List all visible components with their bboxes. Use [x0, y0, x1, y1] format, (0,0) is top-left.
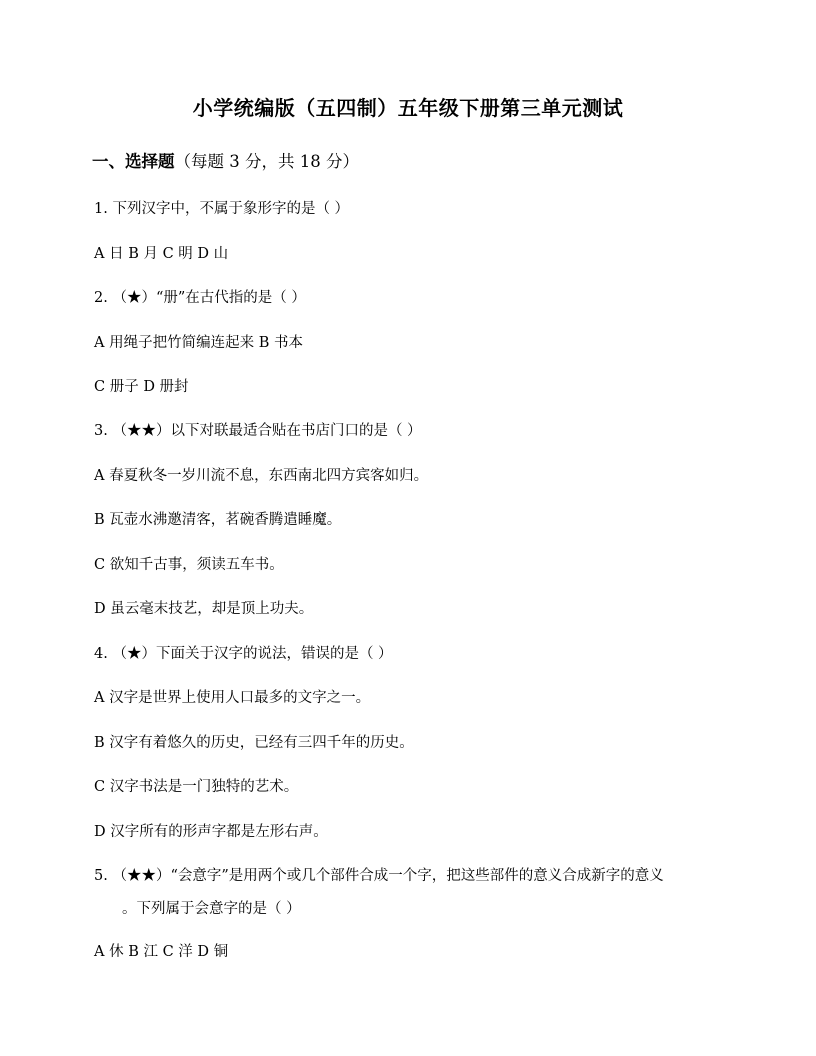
question-3-option-d: D 虽云毫末技艺，却是顶上功夫。: [94, 601, 314, 617]
question-4-option-a: A 汉字是世界上使用人口最多的文字之一。: [94, 690, 371, 706]
question-2-options-ab: A 用绳子把竹简编连起来 B 书本: [94, 335, 303, 351]
section-heading-note: （每题 3 分，共 18 分）: [174, 152, 359, 171]
section-heading-label: 一、选择题: [92, 152, 175, 171]
question-3-option-b: B 瓦壶水沸邀清客，茗碗香腾遣睡魔。: [94, 512, 342, 528]
question-2-options-cd: C 册子 D 册封: [94, 379, 189, 395]
question-1-options: A 日 B 月 C 明 D 山: [94, 246, 229, 262]
question-3-option-a: A 春夏秋冬一岁川流不息，东西南北四方宾客如归。: [94, 468, 429, 484]
question-4-option-b: B 汉字有着悠久的历史，已经有三四千年的历史。: [94, 735, 414, 751]
section-heading: [92, 150, 359, 174]
question-5: 5. （★★）“会意字”是用两个或几个部件合成一个字，把这些部件的意义合成新字的意义: [94, 868, 664, 884]
question-5-options: A 休 B 江 C 洋 D 铜: [94, 944, 229, 960]
question-1: 1. 下列汉字中，不属于象形字的是（ ）: [94, 201, 350, 217]
question-5-continued: 。下列属于会意字的是（ ）: [122, 901, 301, 917]
question-4-option-d: D 汉字所有的形声字都是左形右声。: [94, 824, 328, 840]
document-title: 小学统编版（五四制）五年级下册第三单元测试: [192, 96, 624, 120]
question-3-option-c: C 欲知千古事，须读五车书。: [94, 557, 284, 573]
question-4-option-c: C 汉字书法是一门独特的艺术。: [94, 779, 299, 795]
question-3: 3. （★★）以下对联最适合贴在书店门口的是（ ）: [94, 423, 422, 439]
question-4: 4. （★）下面关于汉字的说法，错误的是（ ）: [94, 646, 393, 662]
question-2: 2. （★）“册”在古代指的是（ ）: [94, 290, 306, 306]
